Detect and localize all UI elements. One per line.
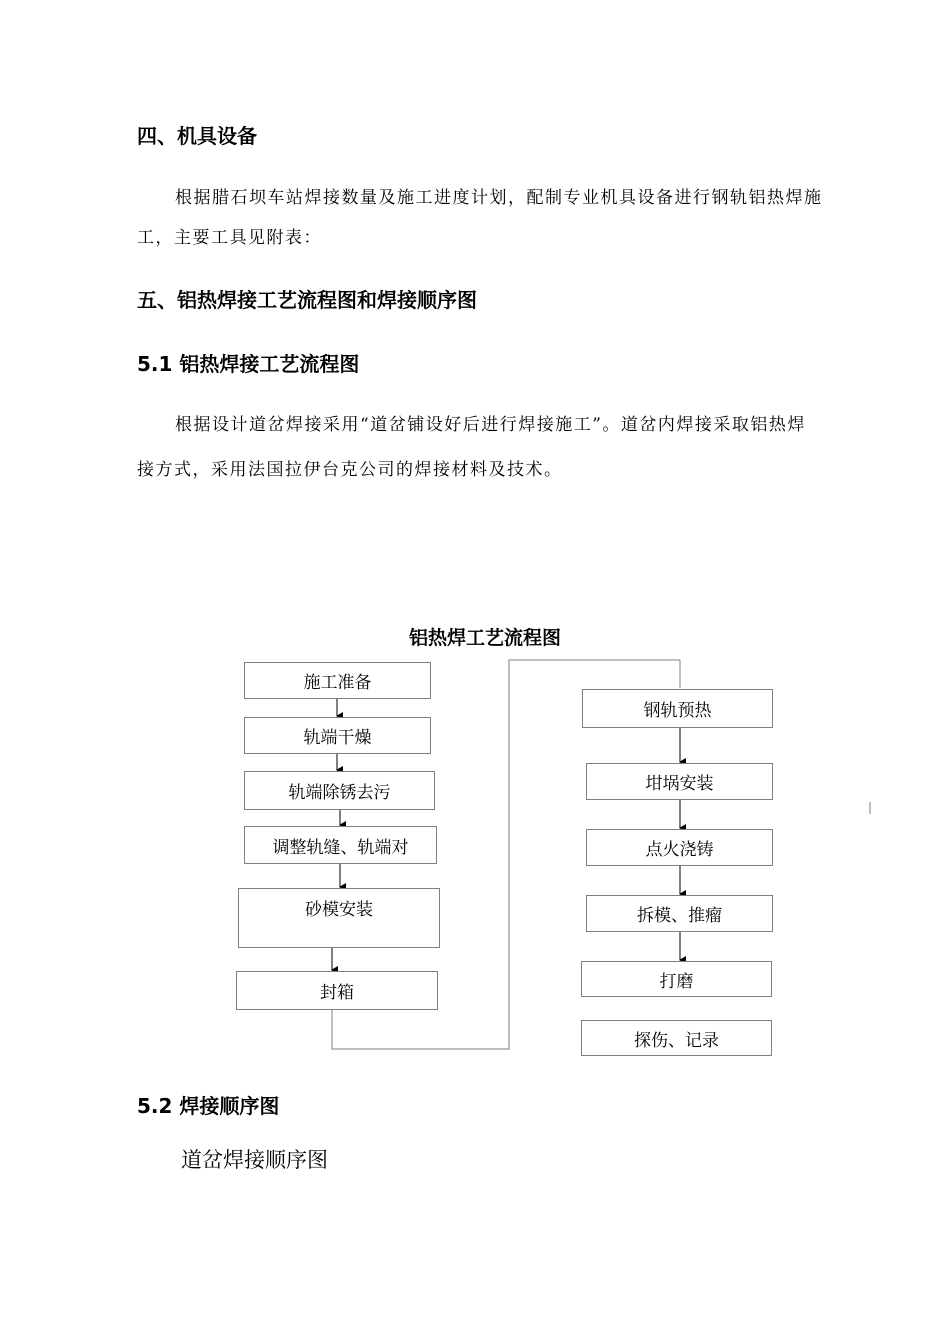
flow-step-rail-end-drying: 轨端干燥 <box>244 717 431 754</box>
flow-step-seal-box: 封箱 <box>236 971 438 1010</box>
flow-step-sand-mold-install: 砂模安装 <box>238 888 440 948</box>
flow-step-inspection-record: 探伤、记录 <box>581 1020 772 1056</box>
flow-step-crucible-install: 坩埚安装 <box>586 763 773 800</box>
section-5-2-subtitle: 道岔焊接顺序图 <box>181 1148 328 1172</box>
section-5-1-heading: 5.1 铝热焊接工艺流程图 <box>137 352 360 376</box>
flow-step-rust-removal: 轨端除锈去污 <box>244 771 435 810</box>
flow-step-ignite-pour: 点火浇铸 <box>586 829 773 866</box>
section-4-heading: 四、机具设备 <box>137 124 257 148</box>
section-5-1-para-line-1: 根据设计道岔焊接采用“道岔铺设好后进行焊接施工”。道岔内焊接采取铝热焊 <box>175 415 806 435</box>
section-5-2-heading: 5.2 焊接顺序图 <box>137 1094 280 1118</box>
section-5-1-para-line-2: 接方式，采用法国拉伊台克公司的焊接材料及技术。 <box>137 460 563 480</box>
flow-step-construction-prep: 施工准备 <box>244 662 431 699</box>
section-5-heading: 五、铝热焊接工艺流程图和焊接顺序图 <box>137 288 477 312</box>
flow-step-gap-adjustment: 调整轨缝、轨端对 <box>244 826 437 864</box>
section-4-para-line-1: 根据腊石坝车站焊接数量及施工进度计划，配制专业机具设备进行钢轨铝热焊施 <box>175 188 823 208</box>
flow-step-grinding: 打磨 <box>581 961 772 997</box>
section-4-para-line-2: 工，主要工具见附表： <box>137 228 322 248</box>
flow-step-rail-preheat: 钢轨预热 <box>582 689 773 728</box>
flow-step-demold-trim: 拆模、推瘤 <box>586 895 773 932</box>
flowchart-title: 铝热焊工艺流程图 <box>409 627 562 649</box>
